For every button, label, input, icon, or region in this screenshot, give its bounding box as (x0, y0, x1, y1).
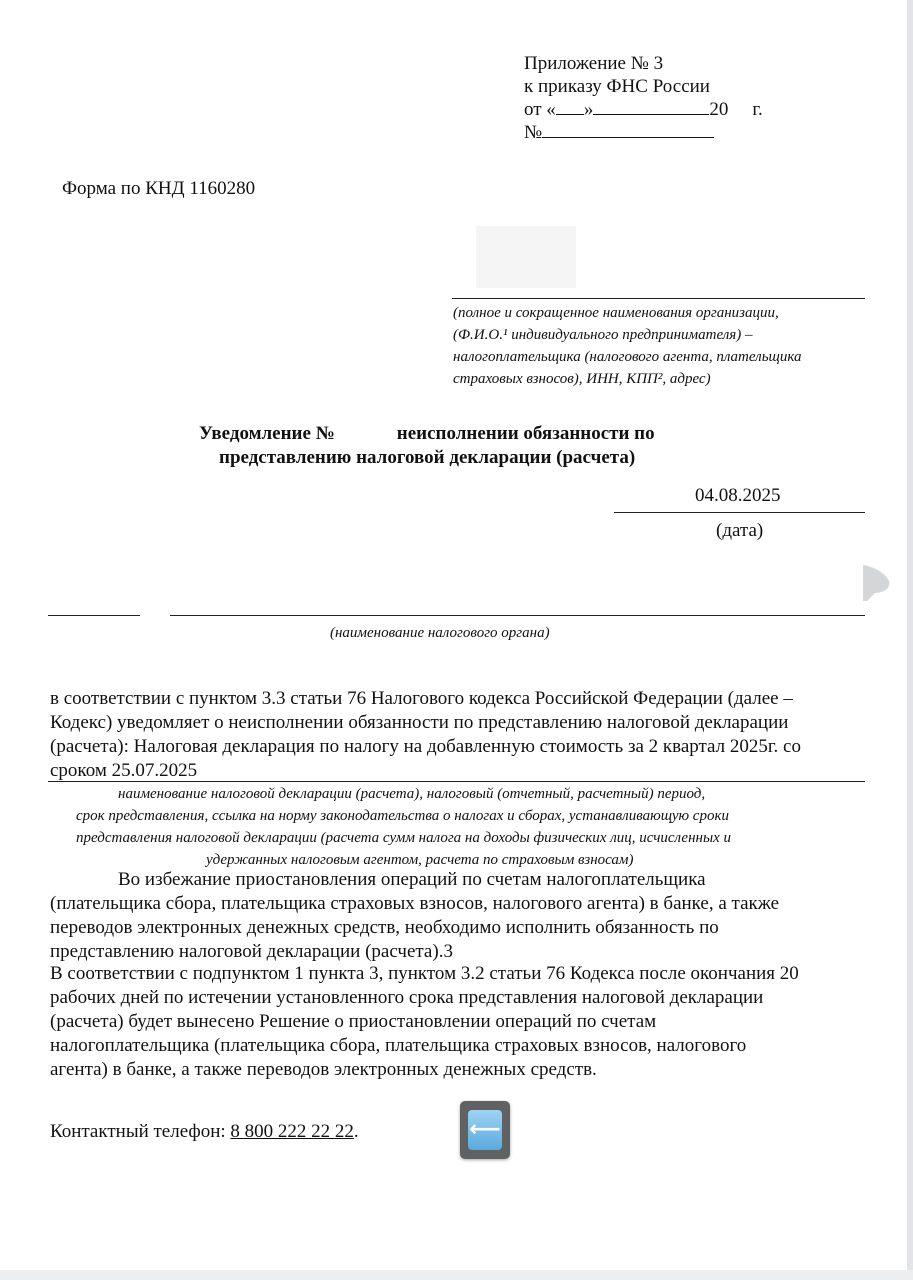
paragraph3-line-3: (расчета) будет вынесено Решение о приостановлении операций по счетам (50, 1011, 657, 1032)
date-caption: (дата) (716, 520, 764, 541)
date-line (614, 512, 865, 513)
declaration-caption-1: наименование налоговой декларации (расчета), налоговый (отчетный, расчетный) период, (118, 786, 706, 802)
order-date-line: от « » 20 г. (524, 99, 763, 120)
declaration-caption-3: представления налоговой декларации (расчета сумм налога на доходы физических лиц, исчисленных и (76, 830, 732, 846)
main-paragraph-1: в соответствии с пунктом 3.3 статьи 76 Налогового кодекса Российской Федерации (далее – (50, 688, 793, 709)
contact-line: Контактный телефон: 8 800 222 22 22. (50, 1121, 359, 1142)
paragraph2-line-4: представлению налоговой декларации (расчета).3 (50, 941, 453, 962)
taxpayer-caption-1: (полное и сокращенное наименования организации, (453, 305, 779, 321)
form-code: Форма по КНД 1160280 (62, 178, 256, 199)
taxpayer-caption-4: страховых взносов), ИНН, КПП², адрес) (453, 371, 711, 387)
taxpayer-caption-2: (Ф.И.О.¹ индивидуального предпринимателя) – (453, 327, 753, 343)
back-button[interactable] (460, 1101, 510, 1159)
contact-label: Контактный телефон: (50, 1121, 226, 1142)
arrow-left-icon: ⟵ (469, 1117, 501, 1142)
main-paragraph-3: (расчета): Налоговая декларация по налогу на добавленную стоимость за 2 квартал 2025г. со (50, 736, 801, 757)
order-line: к приказу ФНС России (524, 76, 710, 97)
taxpayer-line (452, 298, 865, 299)
authority-line (170, 615, 865, 616)
redacted-taxpayer (476, 226, 576, 288)
paragraph2-line-1: Во избежание приостановления операций по счетам налогоплательщика (118, 869, 706, 890)
title-line-2: представлению налоговой декларации (расчета) (219, 447, 636, 468)
paragraph3-line-2: рабочих дней по истечении установленного срока представления налоговой декларации (50, 987, 764, 1008)
paragraph3-line-4: налогоплательщика (плательщика сбора, плательщика страховых взносов, налогового (50, 1035, 747, 1056)
back-button-face (468, 1110, 502, 1150)
paragraph3-line-5: агента) в банке, а также переводов электронных денежных средств. (50, 1059, 597, 1080)
title-line-1: Уведомление № неисполнении обязанности по (199, 423, 655, 444)
declaration-caption-2: срок представления, ссылка на норму законодательства о налогах и сборах, устанавливающую сроки (76, 808, 729, 824)
paragraph2-line-2: (плательщика сбора, плательщика страховых взносов, налогового агента) в банке, а также (50, 893, 780, 914)
authority-line-left (48, 615, 140, 616)
page-edge-mark (861, 563, 891, 603)
appendix-line: Приложение № 3 (524, 53, 664, 74)
paragraph2-line-3: переводов электронных денежных средств, необходимо исполнить обязанность по (50, 917, 719, 938)
paragraph3-line-1: В соответствии с подпунктом 1 пункта 3, пунктом 3.2 статьи 76 Кодекса после окончания 20 (50, 963, 799, 984)
main-paragraph-2: Кодекс) уведомляет о неисполнении обязанности по представлению налоговой декларации (50, 712, 789, 733)
authority-caption: (наименование налогового органа) (330, 625, 550, 641)
contact-phone[interactable]: 8 800 222 22 22 (230, 1121, 354, 1142)
declaration-caption-4: удержанных налоговым агентом, расчета по страховым взносам) (206, 852, 634, 868)
main-paragraph-4: сроком 25.07.2025 (50, 760, 198, 781)
date-value: 04.08.2025 (695, 485, 781, 506)
declaration-line (48, 781, 865, 782)
taxpayer-caption-3: налогоплательщика (налогового агента, плательщика (453, 349, 802, 365)
order-number-line: № (524, 121, 714, 144)
